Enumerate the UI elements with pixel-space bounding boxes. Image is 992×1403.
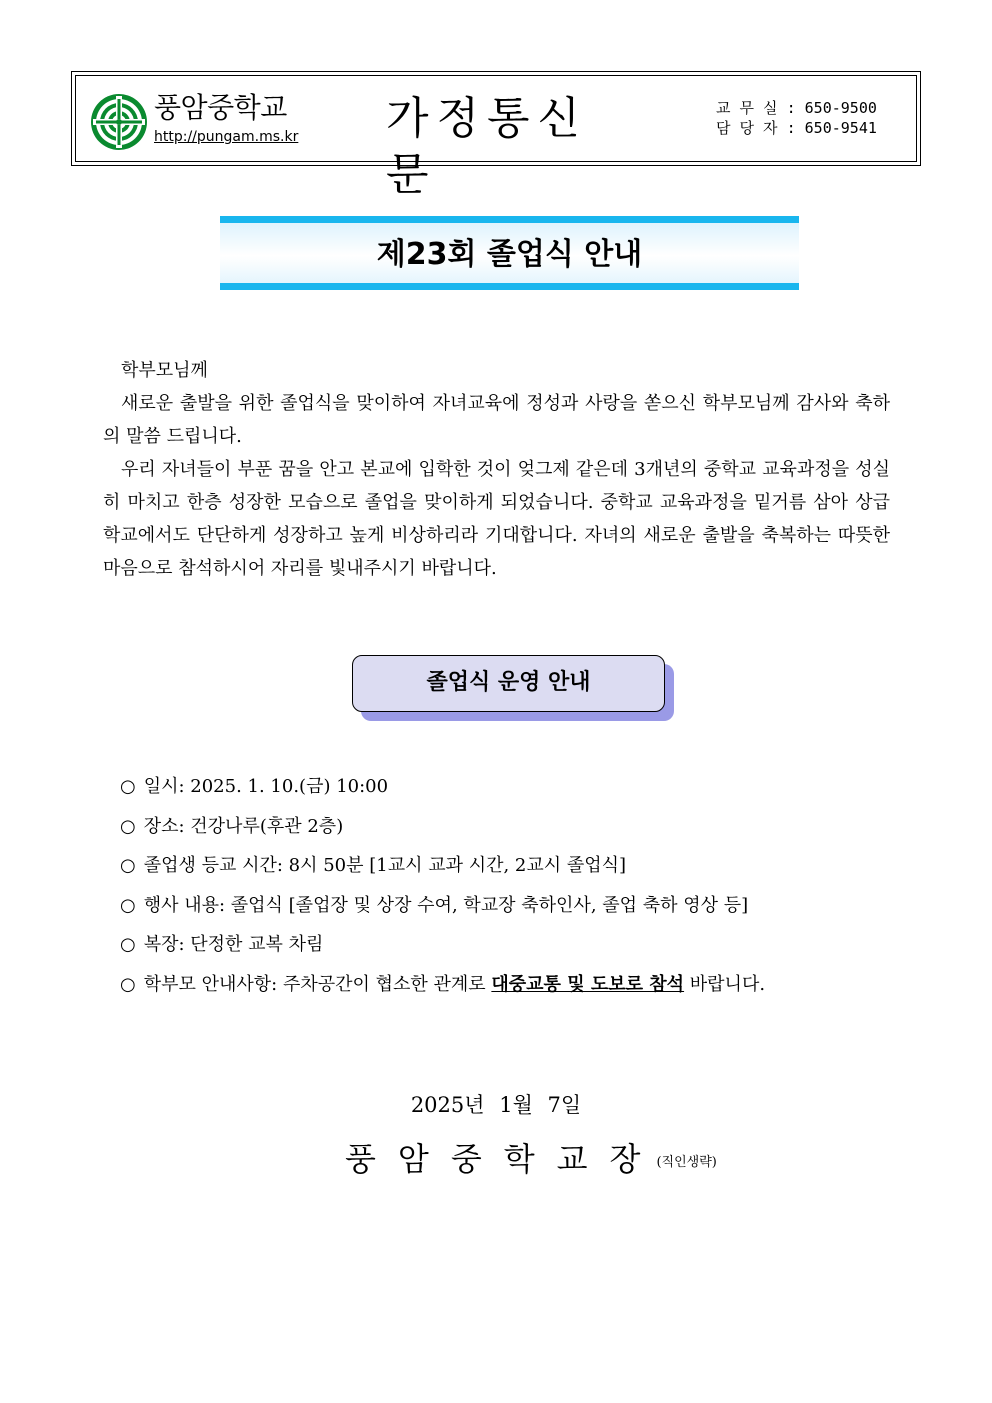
info-text: 학부모 안내사항: 주차공간이 협소한 관계로 <box>143 973 492 995</box>
section-heading: 졸업식 운영 안내 <box>426 670 591 695</box>
notice-title: 제23회 졸업식 안내 <box>376 237 643 272</box>
contact-label: 교 무 실 <box>716 99 778 117</box>
letterhead-box <box>71 71 921 200</box>
circle-bullet-icon: ○ <box>120 894 136 916</box>
list-item <box>120 771 920 811</box>
seal-note: (직인생략) <box>656 1155 717 1170</box>
circle-bullet-icon: ○ <box>120 776 136 797</box>
list-item <box>120 811 920 851</box>
circle-bullet-icon: ○ <box>120 934 136 955</box>
circle-bullet-icon: ○ <box>120 815 136 837</box>
signer-name: 풍암중학교장 <box>345 1140 663 1178</box>
info-text: 바랍니다. <box>684 973 766 995</box>
document-title: 가정통신문 <box>386 93 589 200</box>
contact-info: 교 무 실 : 650-9500 담 당 자 : 650-9541 <box>716 99 877 137</box>
circle-bullet-icon: ○ <box>120 973 136 995</box>
school-emblem-icon <box>90 93 148 151</box>
list-item <box>120 850 920 890</box>
list-item <box>120 969 920 1009</box>
event-info-list <box>120 771 920 1008</box>
info-text: 졸업생 등교 시간: 8시 50분 [1교시 교과 시간, 2교시 졸업식] <box>143 855 627 876</box>
letterhead-inner-border <box>75 75 917 200</box>
signature-line <box>345 1137 717 1185</box>
contact-number: 650-9541 <box>804 119 877 137</box>
title-banner <box>220 216 799 290</box>
school-url-link[interactable]: http://pungam.ms.kr <box>154 129 299 145</box>
letter-paragraph: 새로운 출발을 위한 졸업식을 맞이하여 자녀교육에 정성과 사랑을 쏟으신 학부모님께 감사와 축하의 말씀 드립니다. <box>103 393 890 447</box>
info-text: 장소: 건강나루(후관 2층) <box>143 815 344 837</box>
info-text: 복장: 단정한 교복 차림 <box>143 934 324 955</box>
emphasized-text: 대중교통 및 도보로 참석 <box>491 973 685 995</box>
section-heading-box <box>352 655 665 712</box>
issue-date: 2025년 1월 7일 <box>410 1093 582 1117</box>
circle-bullet-icon: ○ <box>120 855 136 876</box>
letter-paragraph: 우리 자녀들이 부푼 꿈을 안고 본교에 입학한 것이 엊그제 같은데 3개년의 중학교 교육과정을 성실히 마치고 한층 성장한 모습으로 졸업을 맞이하게 되었습니다. 중학교 교육과정을 밑거름 삼아 상급학교에서도 단단하게 성장하고 높게 비상하리라 기대합니다. 자녀의 새로운 출발을 축복하는 따뜻한 마음으로 참석하시어 자리를 빛내주시기 바랍니다. <box>103 459 890 579</box>
school-name: 풍암중학교 <box>154 91 287 124</box>
letter-body <box>103 354 890 585</box>
list-item <box>120 929 920 969</box>
info-text: 일시: 2025. 1. 10.(금) 10:00 <box>143 776 389 797</box>
salutation: 학부모님께 <box>121 360 208 381</box>
list-item <box>120 890 920 930</box>
contact-number: 650-9500 <box>804 99 877 117</box>
info-text: 행사 내용: 졸업식 [졸업장 및 상장 수여, 학교장 축하인사, 졸업 축하 영상 등] <box>143 894 749 916</box>
contact-label: 담 당 자 <box>716 119 778 137</box>
